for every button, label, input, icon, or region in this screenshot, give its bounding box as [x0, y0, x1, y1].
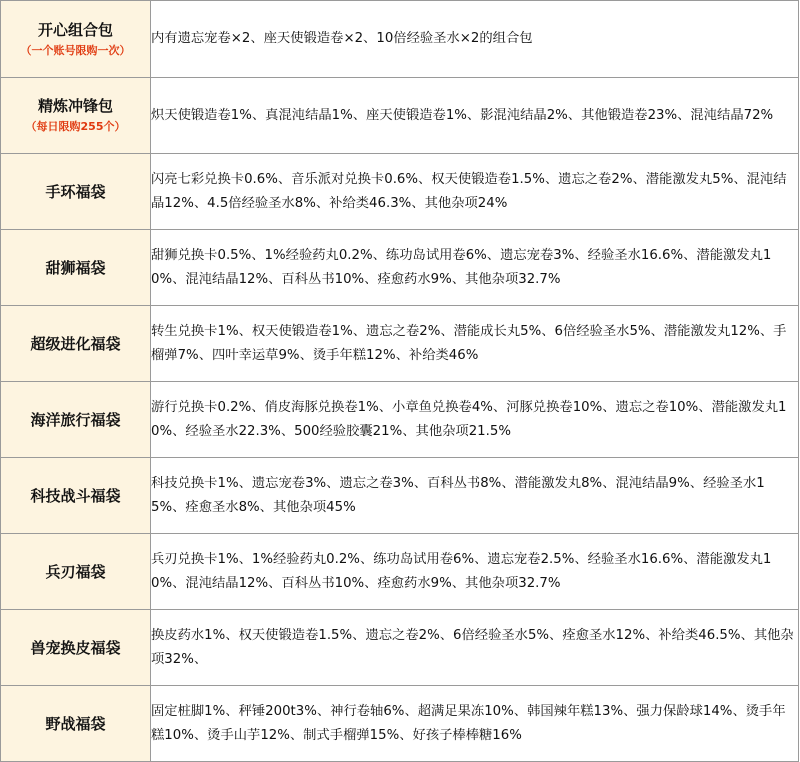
table-row: [1, 382, 799, 458]
pack-name-cell: [1, 306, 151, 382]
table-row: [1, 534, 799, 610]
table-row: [1, 78, 799, 154]
pack-name: 兽宠换皮福袋: [30, 638, 121, 657]
pack-contents: 固定桩脚1%、秤锤200t3%、神行卷轴6%、超满足果冻10%、韩国辣年糕13%、强力保龄球14%、烫手年糕10%、烫手山芋12%、制式手榴弹15%、好孩子棒棒糖16%: [151, 686, 799, 762]
pack-name-cell: [1, 1, 151, 78]
pack-name-cell: [1, 230, 151, 306]
pack-limit-note: （一个账号限购一次）: [20, 43, 131, 57]
pack-name-cell: [1, 686, 151, 762]
pack-name: 野战福袋: [45, 714, 106, 733]
pack-contents: 转生兑换卡1%、权天使锻造卷1%、遗忘之卷2%、潜能成长丸5%、6倍经验圣水5%、潜能激发丸12%、手榴弹7%、四叶幸运草9%、烫手年糕12%、补给类46%: [151, 306, 799, 382]
table-row: [1, 230, 799, 306]
pack-name: 科技战斗福袋: [30, 486, 121, 505]
pack-contents: 科技兑换卡1%、遗忘宠卷3%、遗忘之卷3%、百科丛书8%、潜能激发丸8%、混沌结晶9%、经验圣水15%、痊愈圣水8%、其他杂项45%: [151, 458, 799, 534]
pack-name: 甜狮福袋: [45, 258, 106, 277]
pack-contents: 游行兑换卡0.2%、俏皮海豚兑换卷1%、小章鱼兑换卷4%、河豚兑换卷10%、遗忘之卷10%、潜能激发丸10%、经验圣水22.3%、500经验胶囊21%、其他杂项21.5%: [151, 382, 799, 458]
pack-contents: 内有遗忘宠卷×2、座天使锻造卷×2、10倍经验圣水×2的组合包: [151, 1, 799, 78]
pack-contents: 甜狮兑换卡0.5%、1%经验药丸0.2%、练功岛试用卷6%、遗忘宠卷3%、经验圣水16.6%、潜能激发丸10%、混沌结晶12%、百科丛书10%、痊愈药水9%、其他杂项32.7%: [151, 230, 799, 306]
pack-contents: 兵刃兑换卡1%、1%经验药丸0.2%、练功岛试用卷6%、遗忘宠卷2.5%、经验圣水16.6%、潜能激发丸10%、混沌结晶12%、百科丛书10%、痊愈药水9%、其他杂项32.7%: [151, 534, 799, 610]
pack-contents: 换皮药水1%、权天使锻造卷1.5%、遗忘之卷2%、6倍经验圣水5%、痊愈圣水12%、补给类46.5%、其他杂项32%、: [151, 610, 799, 686]
pack-name-cell: [1, 382, 151, 458]
pack-name: 开心组合包: [37, 20, 113, 39]
pack-name-cell: [1, 154, 151, 230]
table-row: [1, 610, 799, 686]
table-row: [1, 458, 799, 534]
table-row: [1, 1, 799, 78]
pack-name: 超级进化福袋: [30, 334, 121, 353]
pack-name: 海洋旅行福袋: [30, 410, 121, 429]
pack-limit-note: （每日限购255个）: [25, 120, 126, 133]
pack-name: 手环福袋: [45, 182, 106, 201]
pack-name: 精炼冲锋包: [37, 97, 113, 115]
pack-contents: 闪亮七彩兑换卡0.6%、音乐派对兑换卡0.6%、权天使锻造卷1.5%、遗忘之卷2%、潜能激发丸5%、混沌结晶12%、4.5倍经验圣水8%、补给类46.3%、其他杂项24%: [151, 154, 799, 230]
pack-name-cell: [1, 458, 151, 534]
table-row: [1, 154, 799, 230]
pack-name-cell: [1, 78, 151, 154]
pack-name-cell: [1, 610, 151, 686]
pack-contents: 炽天使锻造卷1%、真混沌结晶1%、座天使锻造卷1%、影混沌结晶2%、其他锻造卷23%、混沌结晶72%: [151, 78, 799, 154]
table-row: [1, 686, 799, 762]
pack-name-cell: [1, 534, 151, 610]
table-row: [1, 306, 799, 382]
pack-name: 兵刃福袋: [45, 562, 106, 581]
